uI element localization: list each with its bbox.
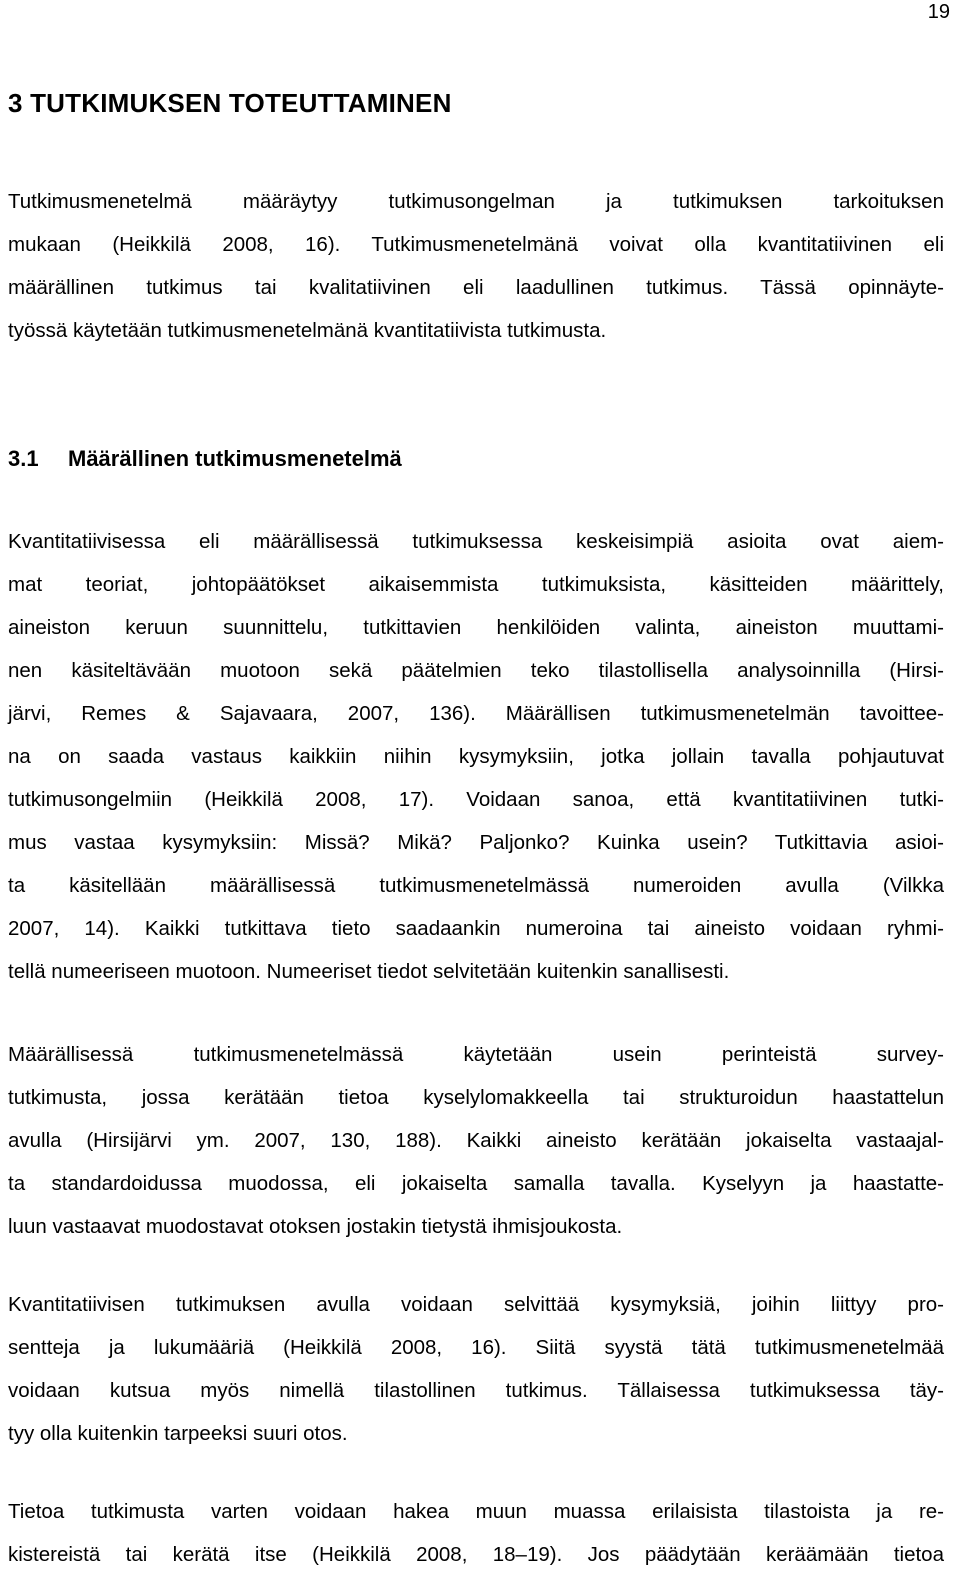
text-line: mus vastaa kysymyksiin: Missä? Mikä? Paljonko? Kuinka usein? Tutkittavia asioi- <box>8 831 944 854</box>
text-line: sentteja ja lukumääriä (Heikkilä 2008, 16). Siitä syystä tätä tutkimusmenetelmää <box>8 1336 944 1359</box>
chapter-title: 3 TUTKIMUKSEN TOTEUTTAMINEN <box>8 88 452 118</box>
text-line: järvi, Remes & Sajavaara, 2007, 136). Määrällisen tutkimusmenetelmän tavoittee- <box>8 702 944 725</box>
paragraph-4 <box>8 1490 944 1576</box>
text-line: Tietoa tutkimusta varten voidaan hakea muun muassa erilaisista tilastoista ja re- <box>8 1500 944 1523</box>
text-line: määrällinen tutkimus tai kvalitatiivinen eli laadullinen tutkimus. Tässä opinnäyte- <box>8 276 944 299</box>
text-line: ta standardoidussa muodossa, eli jokaiselta samalla tavalla. Kyselyyn ja haastatte- <box>8 1172 944 1195</box>
text-line: aineiston keruun suunnittelu, tutkittavien henkilöiden valinta, aineiston muuttami- <box>8 616 944 639</box>
text-line: tyy olla kuitenkin tarpeeksi suuri otos. <box>8 1422 348 1445</box>
text-line: na on saada vastaus kaikkiin niihin kysymyksiin, jotka jollain tavalla pohjautuvat <box>8 745 944 768</box>
text-line: mat teoriat, johtopäätökset aikaisemmista tutkimuksista, käsitteiden määrittely, <box>8 573 944 596</box>
text-line: Kvantitatiivisen tutkimuksen avulla voidaan selvittää kysymyksiä, joihin liittyy pro- <box>8 1293 944 1316</box>
page-number: 19 <box>927 1 950 23</box>
text-line: kistereistä tai kerätä itse (Heikkilä 2008, 18–19). Jos päädytään keräämään tietoa <box>8 1543 944 1566</box>
text-line: ta käsitellään määrällisessä tutkimusmenetelmässä numeroiden avulla (Vilkka <box>8 874 944 897</box>
text-line: avulla (Hirsijärvi ym. 2007, 130, 188). Kaikki aineisto kerätään jokaiselta vastaajal- <box>8 1129 944 1152</box>
text-line: mukaan (Heikkilä 2008, 16). Tutkimusmenetelmänä voivat olla kvantitatiivinen eli <box>8 233 944 256</box>
text-line: nen käsiteltävään muotoon sekä päätelmien teko tilastollisella analysoinnilla (Hirsi- <box>8 659 944 682</box>
text-line: tellä numeeriseen muotoon. Numeeriset tiedot selvitetään kuitenkin sanallisesti. <box>8 960 730 983</box>
text-line: tutkimusta, jossa kerätään tietoa kyselylomakkeella tai strukturoidun haastattelun <box>8 1086 944 1109</box>
text-line: Tutkimusmenetelmä määräytyy tutkimusongelman ja tutkimuksen tarkoituksen <box>8 190 944 213</box>
paragraph-1 <box>8 520 944 993</box>
paragraph-2 <box>8 1033 944 1248</box>
intro-paragraph <box>8 180 944 352</box>
text-line: Kvantitatiivisessa eli määrällisessä tutkimuksessa keskeisimpiä asioita ovat aiem- <box>8 530 944 553</box>
section-heading <box>8 444 402 474</box>
section-number: 3.1 <box>8 446 39 471</box>
text-line: luun vastaavat muodostavat otoksen jostakin tietystä ihmisjoukosta. <box>8 1215 623 1238</box>
text-line: työssä käytetään tutkimusmenetelmänä kvantitatiivista tutkimusta. <box>8 319 607 342</box>
text-line: 2007, 14). Kaikki tutkittava tieto saadaankin numeroina tai aineisto voidaan ryhmi- <box>8 917 944 940</box>
paragraph-3 <box>8 1283 944 1455</box>
section-title: Määrällinen tutkimusmenetelmä <box>68 446 402 471</box>
text-line: voidaan kutsua myös nimellä tilastollinen tutkimus. Tällaisessa tutkimuksessa täy- <box>8 1379 944 1402</box>
text-line: Määrällisessä tutkimusmenetelmässä käytetään usein perinteistä survey- <box>8 1043 944 1066</box>
text-line: tutkimusongelmiin (Heikkilä 2008, 17). Voidaan sanoa, että kvantitatiivinen tutki- <box>8 788 944 811</box>
